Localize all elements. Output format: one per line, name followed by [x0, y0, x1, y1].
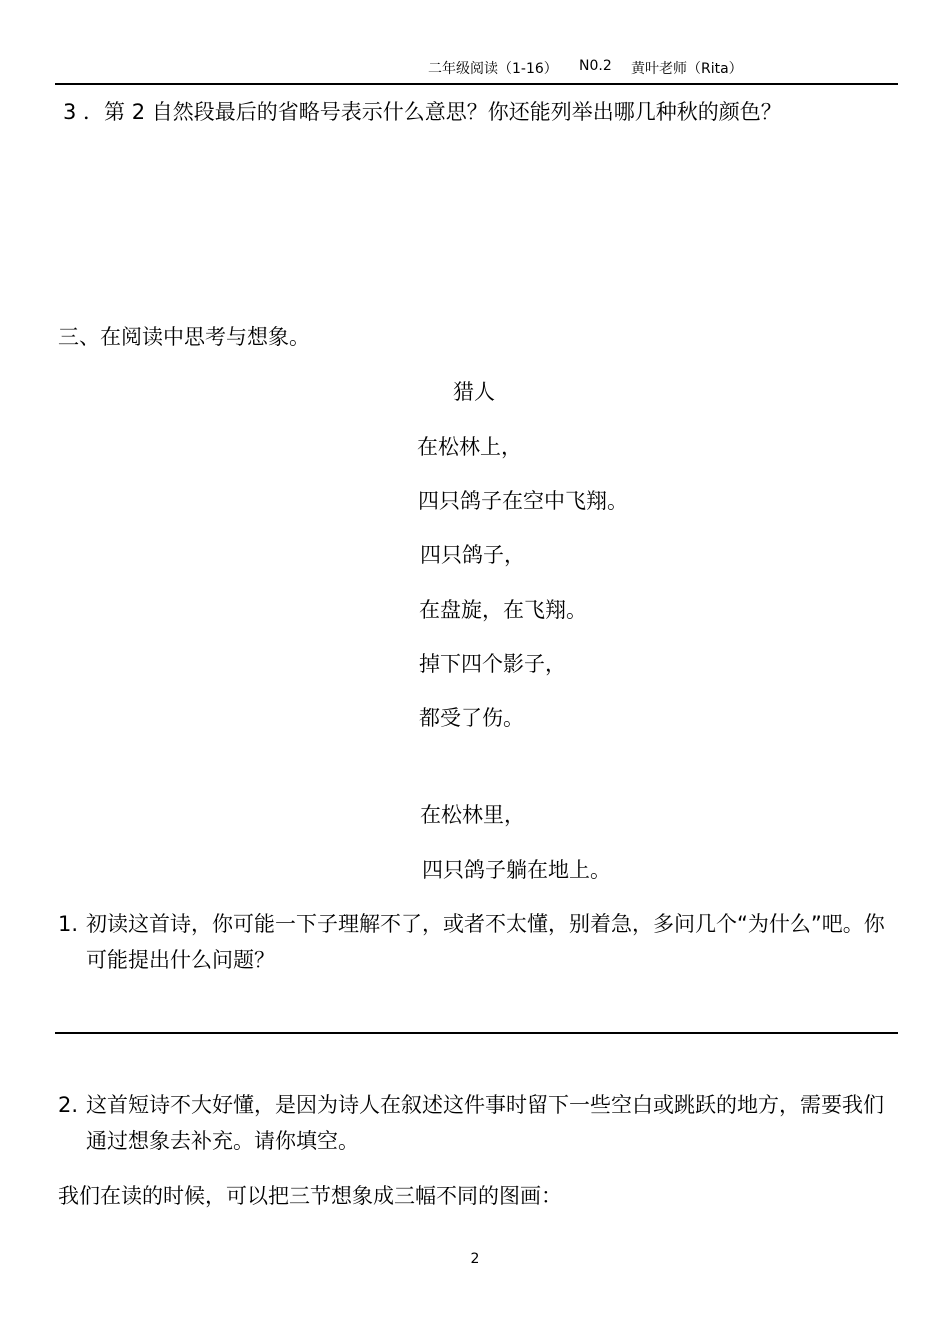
closing-text: 我们在读的时候，可以把三节想象成三幅不同的图画： [58, 1184, 562, 1208]
question-3: 3 ．第 2 自然段最后的省略号表示什么意思？你还能列举出哪几种秋的颜色？ [63, 100, 782, 124]
poem-line: 四只鸽子在空中飞翔。 [418, 489, 628, 513]
poem-line: 在松林上， [417, 435, 522, 459]
header-course: 二年级阅读（1-16） [428, 61, 558, 77]
poem-title: 猎人 [453, 380, 495, 404]
question-2-text: 这首短诗不大好懂，是因为诗人在叙述这件事时留下一些空白或跳跃的地方，需要我们通过想象去补充。请你填空。 [86, 1093, 884, 1153]
poem-line: 四只鸽子躺在地上。 [422, 858, 611, 882]
page-header [0, 58, 950, 80]
header-rule [55, 83, 898, 85]
question-2-number: 2. [58, 1093, 79, 1117]
poem-line: 掉下四个影子， [419, 652, 566, 676]
answer-line [55, 1032, 898, 1034]
poem-line: 都受了伤。 [419, 706, 524, 730]
question-2 [58, 1087, 903, 1159]
poem-line: 在盘旋，在飞翔。 [419, 598, 587, 622]
section-title: 三、在阅读中思考与想象。 [58, 325, 310, 349]
poem-line: 在松林里， [420, 803, 525, 827]
question-1-text: 初读这首诗，你可能一下子理解不了，或者不太懂，别着急，多问几个“为什么”吧。你可能提出什么问题？ [86, 912, 885, 972]
header-number: N0.2 [579, 58, 612, 74]
header-teacher: 黄叶老师（Rita） [631, 61, 743, 77]
page-number: 2 [470, 1251, 480, 1267]
question-1-number: 1. [58, 912, 79, 936]
question-1 [58, 906, 903, 978]
poem-line: 四只鸽子， [420, 543, 525, 567]
